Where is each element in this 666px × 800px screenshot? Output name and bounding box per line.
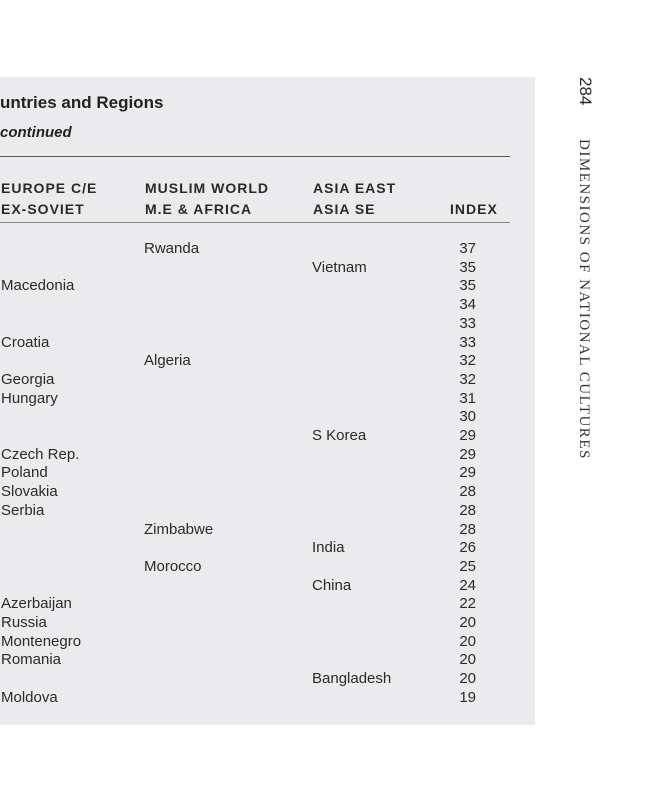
- table-row: [0, 576, 535, 595]
- europe-country: Moldova: [1, 688, 58, 706]
- page-number: 284: [576, 77, 595, 106]
- europe-country: Russia: [1, 614, 47, 631]
- europe-country: Serbia: [1, 501, 45, 519]
- table-row: [0, 688, 535, 707]
- table-row: [0, 613, 535, 632]
- index-value: 37: [459, 240, 476, 257]
- index-value: 25: [459, 557, 476, 575]
- table-row: [0, 407, 535, 426]
- table-row: [0, 482, 535, 501]
- column-header-europe-line2: EX-SOVIET: [1, 201, 85, 217]
- table-row: [0, 389, 535, 408]
- column-header-muslim-line2: M.E & AFRICA: [145, 201, 253, 217]
- table-row: [0, 314, 535, 333]
- index-value: 19: [459, 688, 476, 706]
- europe-country: Montenegro: [1, 632, 82, 650]
- asia-country: China: [312, 576, 352, 594]
- column-header-muslim-line1: MUSLIM WORLD: [145, 180, 269, 196]
- title-divider: [0, 156, 510, 157]
- index-value: 20: [459, 651, 476, 669]
- europe-country: Georgia: [1, 370, 55, 388]
- index-value: 24: [459, 576, 476, 594]
- index-value: 29: [459, 464, 476, 482]
- table-row: [0, 557, 535, 576]
- europe-country: Czech Rep.: [1, 445, 80, 463]
- column-header-asia: [313, 178, 396, 220]
- column-header-index: INDEX: [450, 201, 498, 217]
- index-value: 20: [459, 632, 476, 650]
- europe-country: Poland: [1, 464, 48, 482]
- europe-country: Hungary: [1, 389, 58, 407]
- europe-country: Azerbaijan: [1, 595, 72, 613]
- asia-country: Bangladesh: [312, 670, 392, 688]
- muslim-country: Zimbabwe: [144, 520, 214, 538]
- asia-country: S Korea: [312, 427, 367, 444]
- index-value: 22: [459, 595, 476, 613]
- table-row: [0, 445, 535, 464]
- table-row: [0, 594, 535, 613]
- europe-country: Macedonia: [1, 277, 75, 295]
- table-row: [0, 632, 535, 651]
- index-value: 28: [459, 483, 476, 501]
- muslim-country: Algeria: [144, 352, 191, 370]
- index-value: 35: [459, 277, 476, 295]
- table-row: [0, 239, 535, 258]
- column-header-europe: [1, 178, 97, 220]
- asia-country: India: [312, 539, 345, 557]
- europe-country: Croatia: [1, 333, 50, 351]
- table-row: [0, 258, 535, 277]
- index-value: 32: [459, 352, 476, 370]
- index-value: 28: [459, 501, 476, 519]
- table-title: untries and Regions: [0, 93, 164, 112]
- table-row: [0, 669, 535, 688]
- europe-country: Romania: [1, 651, 62, 669]
- index-value: 33: [459, 314, 476, 332]
- column-header-asia-line2: ASIA SE: [313, 201, 376, 217]
- table-row: [0, 463, 535, 482]
- index-value: 30: [459, 408, 476, 426]
- europe-country: Slovakia: [1, 483, 58, 501]
- index-value: 34: [459, 296, 476, 314]
- running-header: DIMENSIONS OF NATIONAL CULTURES: [576, 139, 592, 460]
- index-value: 32: [459, 370, 476, 388]
- index-value: 28: [459, 520, 476, 538]
- index-value: 29: [459, 445, 476, 463]
- index-value: 31: [459, 389, 476, 407]
- table-row: [0, 295, 535, 314]
- table-row: [0, 426, 535, 445]
- column-header-asia-line1: ASIA EAST: [313, 180, 397, 196]
- column-header-europe-line1: EUROPE C/E: [1, 180, 98, 196]
- table-row: [0, 276, 535, 295]
- asia-country: Vietnam: [312, 258, 367, 276]
- index-value: 29: [459, 427, 476, 444]
- column-header-muslim: [145, 178, 269, 220]
- table-row: [0, 501, 535, 520]
- table-row: [0, 520, 535, 539]
- table-row: [0, 333, 535, 352]
- muslim-country: Rwanda: [144, 240, 200, 257]
- muslim-country: Morocco: [144, 557, 202, 575]
- table-row: [0, 650, 535, 669]
- table-row: [0, 351, 535, 370]
- index-value: 20: [459, 670, 476, 688]
- table-row: [0, 538, 535, 557]
- index-value: 35: [459, 258, 476, 276]
- index-value: 20: [459, 614, 476, 631]
- header-divider: [0, 222, 510, 223]
- index-value: 33: [459, 333, 476, 351]
- index-value: 26: [459, 539, 476, 557]
- table-subtitle: continued: [0, 124, 72, 141]
- table-row: [0, 370, 535, 389]
